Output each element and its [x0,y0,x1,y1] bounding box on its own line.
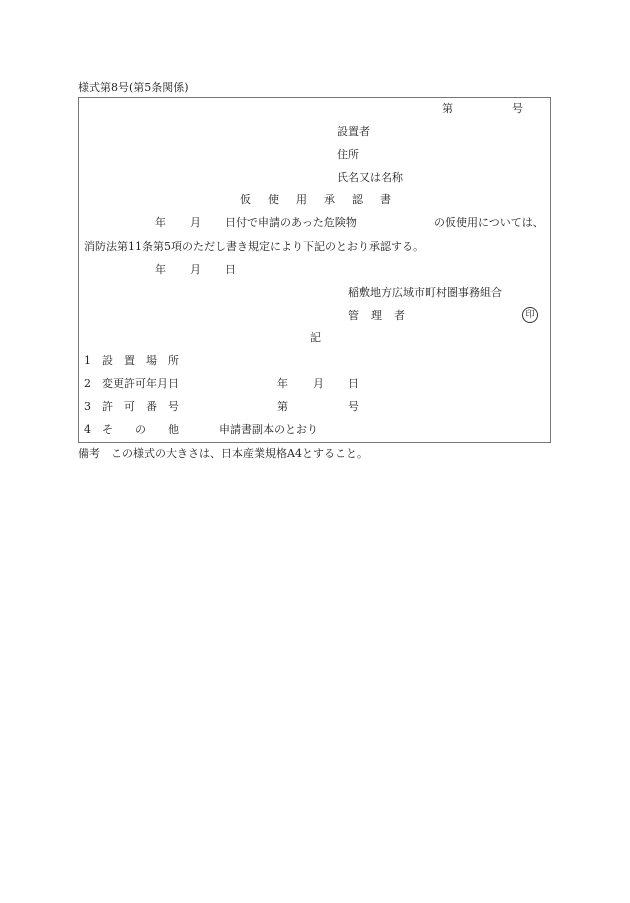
body-line1-text: 日付で申請のあった危険物 [225,216,357,229]
issuer-title-2: 者 [394,309,405,322]
body-line2: 消防法第11条第5項のただし書き規定により下記のとおり承認する。 [84,240,424,253]
date-day: 日 [225,263,236,276]
seal-icon: 印 [522,307,538,323]
installer-label: 設置者 [337,125,370,138]
issuer-org: 稲敷地方広域市町村圏事務組合 [348,286,502,299]
issuer-title-0: 管 [348,309,359,322]
number-prefix: 第 [442,102,453,115]
address-label: 住所 [337,148,359,161]
date-month: 月 [190,263,201,276]
name-label: 氏名又は名称 [337,171,403,184]
body-line1-tail: の仮使用については、 [434,216,544,229]
ki-heading: 記 [310,331,321,344]
issuer-title-1: 理 [371,309,382,322]
form-label: 様式第8号(第5条関係) [78,81,189,94]
number-suffix: 号 [512,102,523,115]
body-month: 月 [190,216,201,229]
date-year: 年 [155,263,166,276]
note: 備考 この様式の大きさは、日本産業規格A4とすること。 [78,447,368,460]
body-year: 年 [155,216,166,229]
form-box [78,97,551,443]
